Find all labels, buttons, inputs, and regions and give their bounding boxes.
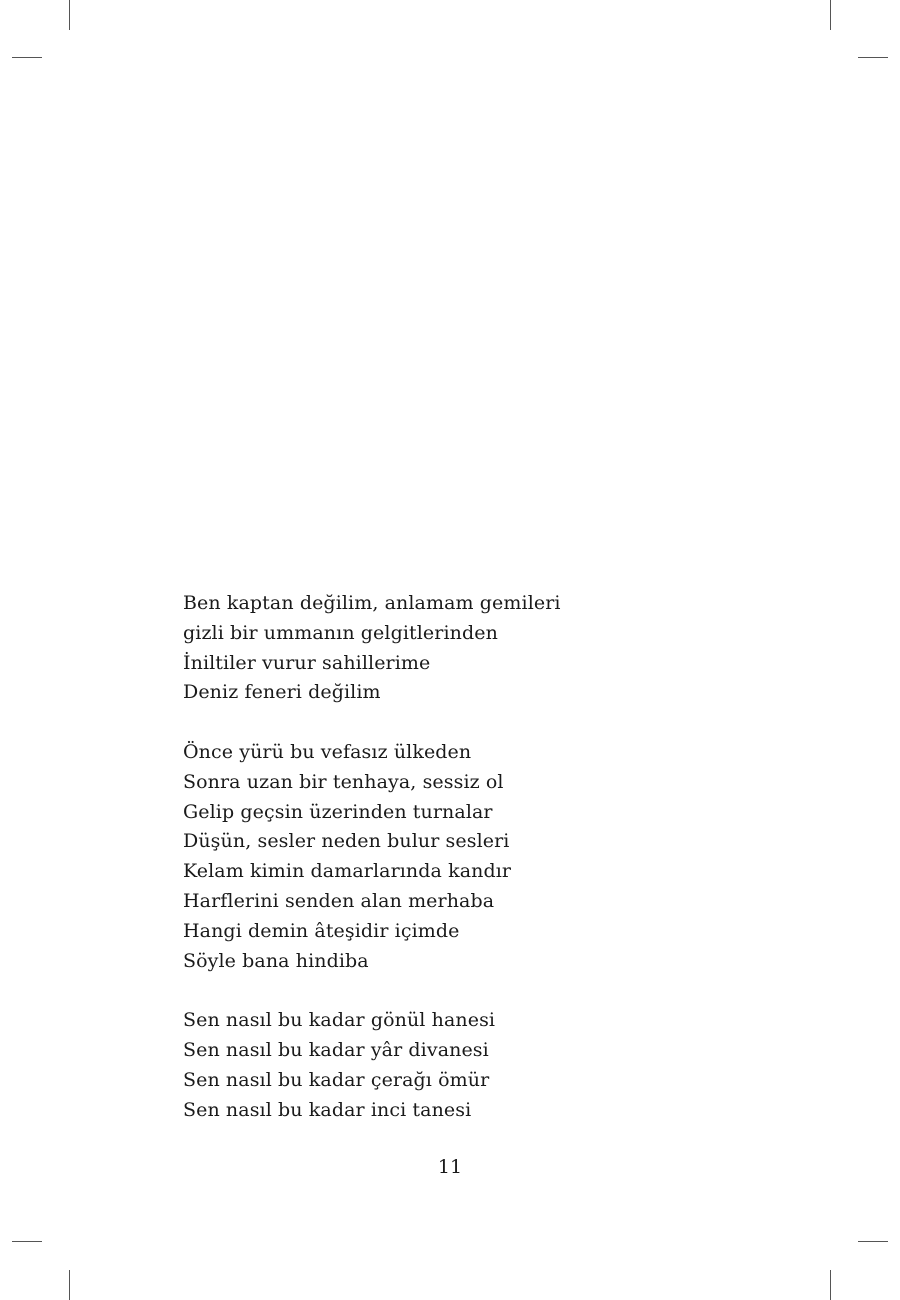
poem-line: Söyle bana hindiba (183, 949, 369, 972)
poem-line: Düşün, sesler neden bulur sesleri (183, 830, 510, 853)
poem-line: Sen nasıl bu kadar gönül hanesi (183, 1009, 496, 1032)
page-number: 11 (437, 1156, 463, 1178)
poem-line: Ben kaptan değilim, anlamam gemileri (183, 592, 561, 614)
poem-line: İniltiler vurur sahillerime (183, 651, 431, 674)
poem-line: Sen nasıl bu kadar yâr divanesi (183, 1038, 489, 1061)
poem-line: Önce yürü bu vefasız ülkeden (183, 740, 472, 763)
poem-line: Sen nasıl bu kadar çerağı ömür (183, 1068, 490, 1091)
stanza-1 (183, 589, 743, 708)
crop-mark-top-right-horizontal (858, 57, 888, 58)
stanza-2 (183, 738, 743, 976)
poem-line: Sonra uzan bir tenhaya, sessiz ol (183, 770, 504, 793)
stanza-3 (183, 1006, 743, 1125)
crop-mark-top-left-vertical (69, 0, 70, 30)
crop-mark-top-right-vertical (830, 0, 831, 30)
poem-line: gizli bir ummanın gelgitlerinden (183, 621, 498, 644)
crop-mark-bottom-left-vertical (69, 1270, 70, 1300)
crop-mark-bottom-right-horizontal (858, 1241, 888, 1242)
crop-mark-bottom-right-vertical (830, 1270, 831, 1300)
poem-line: Kelam kimin damarlarında kandır (183, 860, 512, 883)
poem-line: Hangi demin âteşidir içimde (183, 919, 460, 942)
crop-mark-bottom-left-horizontal (12, 1241, 42, 1242)
poem-line: Sen nasıl bu kadar inci tanesi (183, 1098, 472, 1121)
poem-line: Deniz feneri değilim (183, 681, 381, 704)
poem-line: Harflerini senden alan merhaba (183, 889, 495, 912)
crop-mark-top-left-horizontal (12, 57, 42, 58)
poem-line: Gelip geçsin üzerinden turnalar (183, 800, 493, 823)
poem-body (183, 589, 743, 1125)
